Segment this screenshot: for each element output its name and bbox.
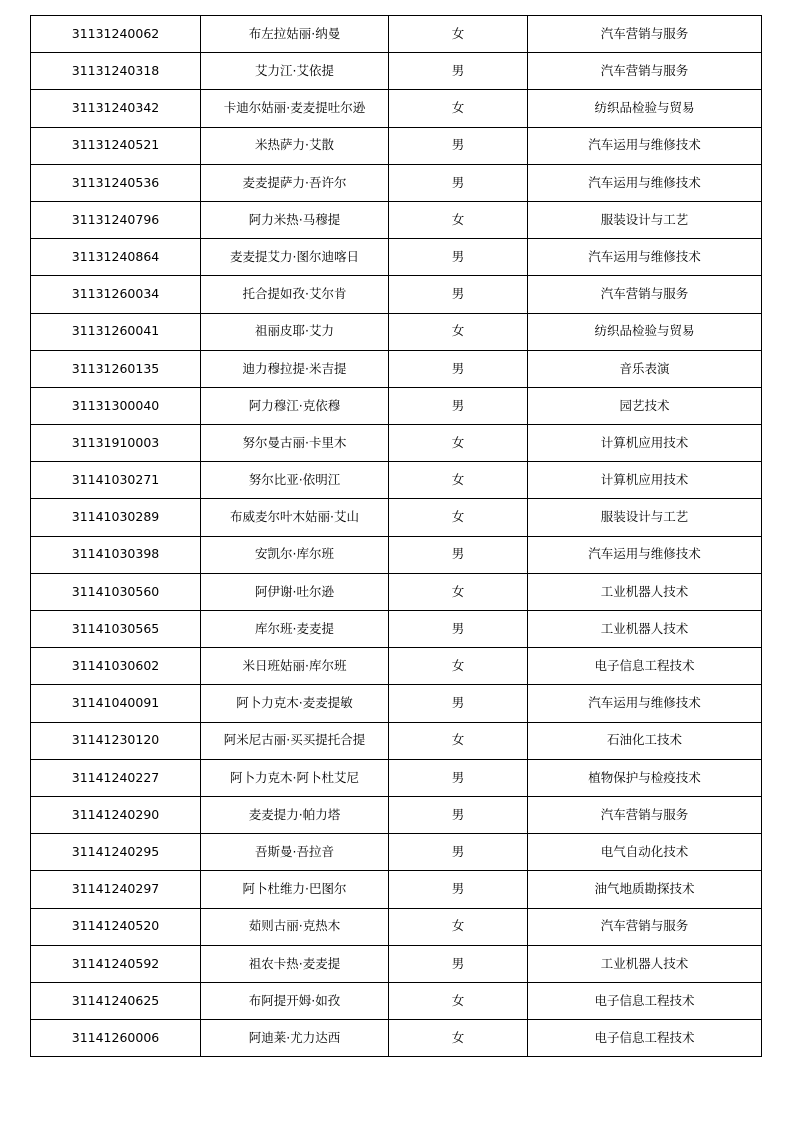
student-name-cell: 阿卜力克木·麦麦提敏 [201,685,389,722]
student-table-body [31,16,762,1057]
student-name-cell: 祖农卡热·麦麦提 [201,945,389,982]
gender-cell: 男 [389,945,528,982]
table-row [31,201,762,238]
major-cell: 电气自动化技术 [528,834,762,871]
major-cell: 电子信息工程技术 [528,648,762,685]
table-row [31,313,762,350]
student-id-cell: 31131240536 [31,164,201,201]
student-name-cell: 阿力穆江·克依穆 [201,387,389,424]
student-id-cell: 31141240520 [31,908,201,945]
student-id-cell: 31141040091 [31,685,201,722]
student-table-container [30,15,761,1057]
gender-cell: 女 [389,499,528,536]
student-name-cell: 艾力江·艾依提 [201,53,389,90]
gender-cell: 男 [389,127,528,164]
student-id-cell: 31141260006 [31,1020,201,1057]
major-cell: 汽车运用与维修技术 [528,164,762,201]
student-name-cell: 阿伊谢·吐尔逊 [201,573,389,610]
major-cell: 电子信息工程技术 [528,982,762,1019]
gender-cell: 女 [389,201,528,238]
major-cell: 汽车营销与服务 [528,276,762,313]
gender-cell: 女 [389,425,528,462]
student-name-cell: 托合提如孜·艾尔肯 [201,276,389,313]
student-name-cell: 麦麦提萨力·吾许尔 [201,164,389,201]
student-name-cell: 阿力米热·马穆提 [201,201,389,238]
student-id-cell: 31131260135 [31,350,201,387]
table-row [31,611,762,648]
student-name-cell: 阿米尼古丽·买买提托合提 [201,722,389,759]
major-cell: 汽车运用与维修技术 [528,685,762,722]
major-cell: 汽车营销与服务 [528,796,762,833]
student-id-cell: 31141030271 [31,462,201,499]
student-id-cell: 31131240062 [31,16,201,53]
major-cell: 工业机器人技术 [528,945,762,982]
student-id-cell: 31141230120 [31,722,201,759]
gender-cell: 男 [389,53,528,90]
major-cell: 园艺技术 [528,387,762,424]
student-name-cell: 库尔班·麦麦提 [201,611,389,648]
major-cell: 油气地质勘探技术 [528,871,762,908]
student-name-cell: 米热萨力·艾散 [201,127,389,164]
student-id-cell: 31141240290 [31,796,201,833]
gender-cell: 女 [389,982,528,1019]
table-row [31,164,762,201]
table-row [31,908,762,945]
student-id-cell: 31131910003 [31,425,201,462]
student-id-cell: 31141030602 [31,648,201,685]
gender-cell: 女 [389,908,528,945]
student-name-cell: 阿卜力克木·阿卜杜艾尼 [201,759,389,796]
student-name-cell: 麦麦提艾力·图尔迪喀日 [201,239,389,276]
table-row [31,871,762,908]
major-cell: 服装设计与工艺 [528,499,762,536]
major-cell: 纺织品检验与贸易 [528,313,762,350]
major-cell: 植物保护与检疫技术 [528,759,762,796]
major-cell: 汽车运用与维修技术 [528,127,762,164]
student-name-cell: 米日班姑丽·库尔班 [201,648,389,685]
student-id-cell: 31141030289 [31,499,201,536]
student-id-cell: 31141240625 [31,982,201,1019]
gender-cell: 女 [389,573,528,610]
student-id-cell: 31141240227 [31,759,201,796]
table-row [31,90,762,127]
gender-cell: 男 [389,871,528,908]
student-name-cell: 卡迪尔姑丽·麦麦提吐尔逊 [201,90,389,127]
gender-cell: 女 [389,90,528,127]
major-cell: 音乐表演 [528,350,762,387]
student-id-cell: 31141030398 [31,536,201,573]
major-cell: 工业机器人技术 [528,573,762,610]
table-row [31,462,762,499]
major-cell: 汽车营销与服务 [528,908,762,945]
student-id-cell: 31131300040 [31,387,201,424]
student-name-cell: 吾斯曼·吾拉音 [201,834,389,871]
gender-cell: 女 [389,1020,528,1057]
student-name-cell: 努尔曼古丽·卡里木 [201,425,389,462]
student-table [30,15,762,1057]
table-row [31,573,762,610]
student-id-cell: 31141240297 [31,871,201,908]
student-name-cell: 祖丽皮耶·艾力 [201,313,389,350]
student-id-cell: 31141240295 [31,834,201,871]
major-cell: 服装设计与工艺 [528,201,762,238]
major-cell: 电子信息工程技术 [528,1020,762,1057]
gender-cell: 男 [389,796,528,833]
gender-cell: 女 [389,16,528,53]
student-id-cell: 31131240318 [31,53,201,90]
gender-cell: 男 [389,834,528,871]
student-id-cell: 31131240521 [31,127,201,164]
student-name-cell: 麦麦提力·帕力塔 [201,796,389,833]
table-row [31,276,762,313]
major-cell: 汽车运用与维修技术 [528,536,762,573]
gender-cell: 男 [389,164,528,201]
table-row [31,350,762,387]
student-name-cell: 布左拉姑丽·纳曼 [201,16,389,53]
major-cell: 计算机应用技术 [528,425,762,462]
table-row [31,53,762,90]
student-name-cell: 布阿提开姆·如孜 [201,982,389,1019]
gender-cell: 男 [389,611,528,648]
student-name-cell: 阿卜杜维力·巴图尔 [201,871,389,908]
gender-cell: 女 [389,648,528,685]
gender-cell: 男 [389,759,528,796]
student-name-cell: 安凯尔·库尔班 [201,536,389,573]
gender-cell: 男 [389,239,528,276]
table-row [31,685,762,722]
major-cell: 汽车营销与服务 [528,16,762,53]
gender-cell: 男 [389,685,528,722]
gender-cell: 男 [389,536,528,573]
table-row [31,722,762,759]
table-row [31,536,762,573]
table-row [31,648,762,685]
major-cell: 汽车运用与维修技术 [528,239,762,276]
student-id-cell: 31141030565 [31,611,201,648]
gender-cell: 男 [389,350,528,387]
student-id-cell: 31131260034 [31,276,201,313]
table-row [31,16,762,53]
student-id-cell: 31131240342 [31,90,201,127]
student-id-cell: 31131240796 [31,201,201,238]
table-row [31,1020,762,1057]
gender-cell: 男 [389,387,528,424]
major-cell: 纺织品检验与贸易 [528,90,762,127]
gender-cell: 女 [389,462,528,499]
table-row [31,239,762,276]
table-row [31,796,762,833]
student-id-cell: 31131240864 [31,239,201,276]
major-cell: 汽车营销与服务 [528,53,762,90]
gender-cell: 女 [389,313,528,350]
major-cell: 石油化工技术 [528,722,762,759]
gender-cell: 女 [389,722,528,759]
student-name-cell: 努尔比亚·依明江 [201,462,389,499]
student-id-cell: 31131260041 [31,313,201,350]
table-row [31,127,762,164]
table-row [31,759,762,796]
student-name-cell: 布威麦尔叶木姑丽·艾山 [201,499,389,536]
table-row [31,387,762,424]
table-row [31,425,762,462]
student-id-cell: 31141030560 [31,573,201,610]
student-name-cell: 茹则古丽·克热木 [201,908,389,945]
table-row [31,982,762,1019]
gender-cell: 男 [389,276,528,313]
table-row [31,834,762,871]
student-name-cell: 阿迪莱·尤力达西 [201,1020,389,1057]
table-row [31,499,762,536]
student-name-cell: 迪力穆拉提·米吉提 [201,350,389,387]
major-cell: 计算机应用技术 [528,462,762,499]
table-row [31,945,762,982]
student-id-cell: 31141240592 [31,945,201,982]
major-cell: 工业机器人技术 [528,611,762,648]
